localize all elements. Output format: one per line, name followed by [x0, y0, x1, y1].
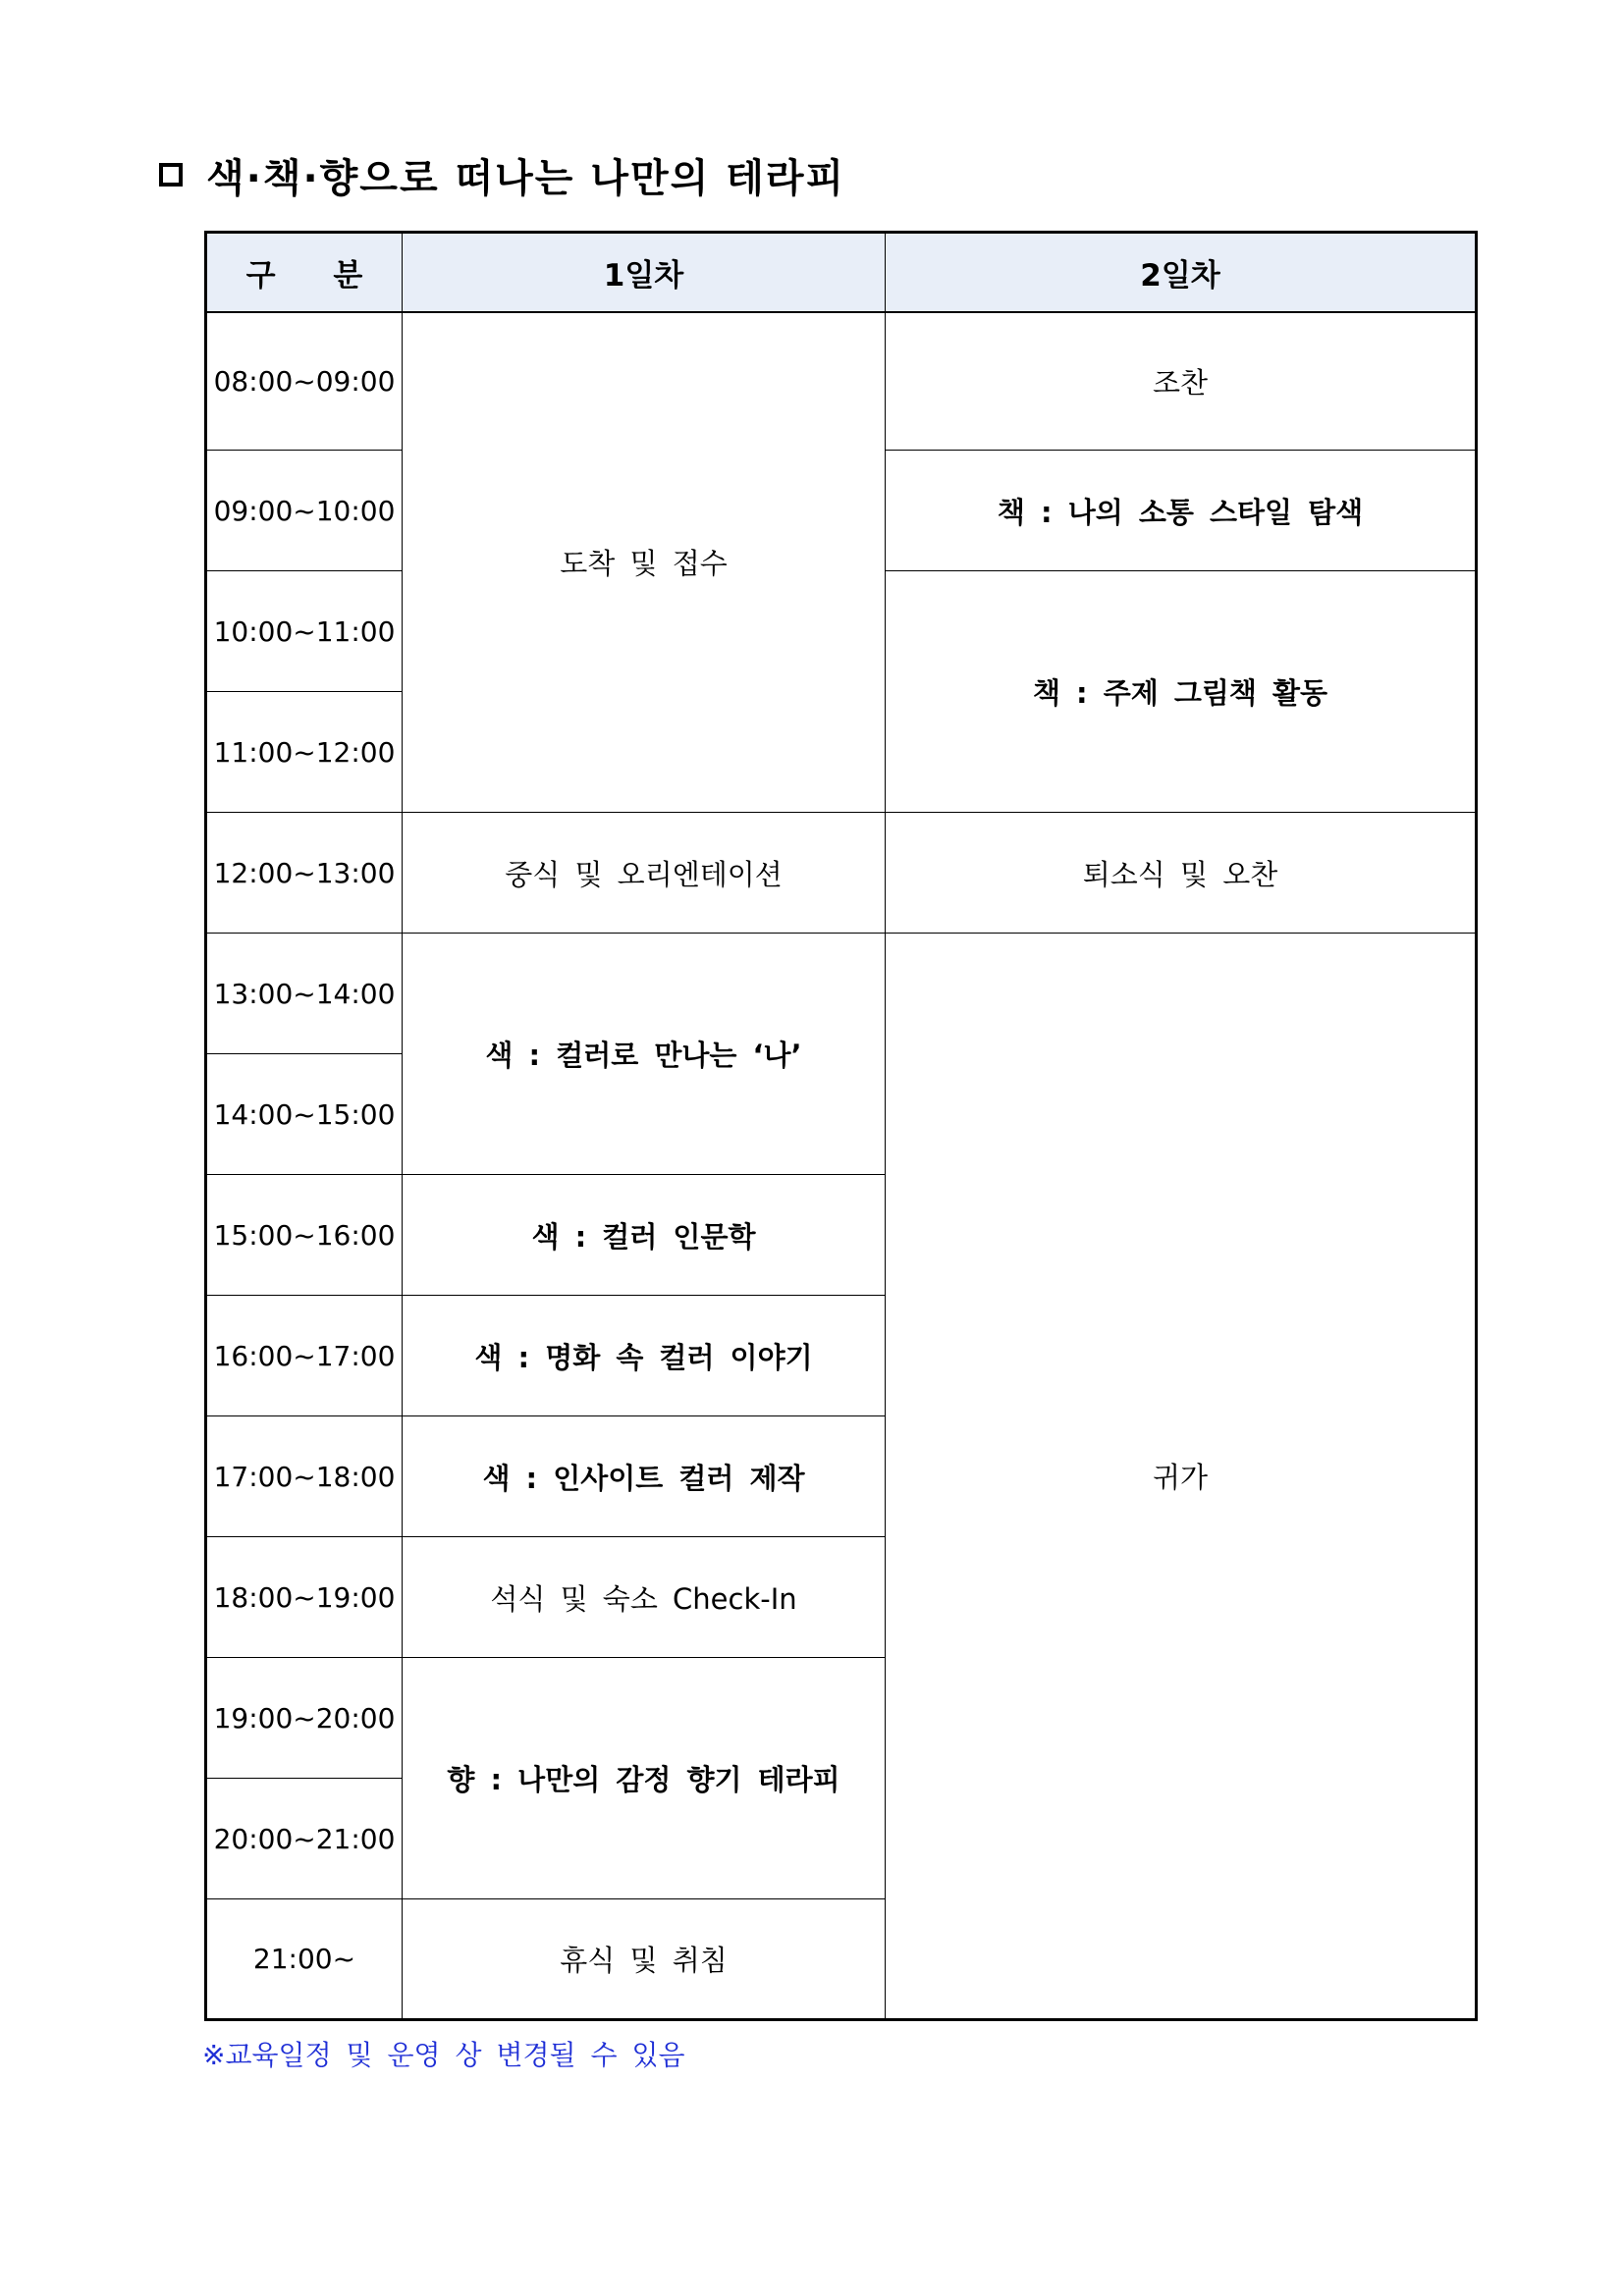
time-cell: 10:00~11:00	[206, 571, 403, 692]
time-cell: 15:00~16:00	[206, 1175, 403, 1296]
time-cell: 17:00~18:00	[206, 1416, 403, 1537]
table-row	[206, 934, 1477, 1054]
day1-color-humanities: 색 : 컬러 인문학	[403, 1175, 886, 1296]
day1-scent-therapy: 향 : 나만의 감정 향기 테라피	[403, 1658, 886, 1899]
time-cell: 14:00~15:00	[206, 1054, 403, 1175]
day2-book-style: 책 : 나의 소통 스타일 탐색	[886, 451, 1477, 571]
time-cell: 11:00~12:00	[206, 692, 403, 813]
time-cell: 13:00~14:00	[206, 934, 403, 1054]
header-day2: 2일차	[886, 233, 1477, 312]
schedule-table	[204, 231, 1478, 2021]
time-cell: 20:00~21:00	[206, 1779, 403, 1899]
time-cell: 12:00~13:00	[206, 813, 403, 934]
day2-closing-lunch: 퇴소식 및 오찬	[886, 813, 1477, 934]
time-cell: 21:00~	[206, 1899, 403, 2020]
header-time: 구 분	[206, 233, 403, 312]
schedule-note: ※교육일정 및 운영 상 변경될 수 있음	[202, 2039, 685, 2071]
header-day1: 1일차	[403, 233, 886, 312]
day1-color-meet-me: 색 : 컬러로 만나는 ‘나’	[403, 934, 886, 1175]
day1-lunch-orientation: 중식 및 오리엔테이션	[403, 813, 886, 934]
checkbox-square-icon	[159, 163, 183, 187]
time-cell: 19:00~20:00	[206, 1658, 403, 1779]
day1-dinner-checkin: 석식 및 숙소 Check-In	[403, 1537, 886, 1658]
table-row	[206, 813, 1477, 934]
page-title-text: 색·책·향으로 떠나는 나만의 테라피	[206, 155, 846, 201]
day1-rest: 휴식 및 취침	[403, 1899, 886, 2020]
time-cell: 18:00~19:00	[206, 1537, 403, 1658]
day2-breakfast: 조찬	[886, 312, 1477, 451]
day2-book-picture: 책 : 주제 그림책 활동	[886, 571, 1477, 813]
table-row	[206, 312, 1477, 451]
time-cell: 16:00~17:00	[206, 1296, 403, 1416]
time-cell: 08:00~09:00	[206, 312, 403, 451]
time-cell: 09:00~10:00	[206, 451, 403, 571]
day1-arrival: 도착 및 접수	[403, 312, 886, 813]
day1-color-insight: 색 : 인사이트 컬러 제작	[403, 1416, 886, 1537]
day1-color-painting-story: 색 : 명화 속 컬러 이야기	[403, 1296, 886, 1416]
table-header-row	[206, 233, 1477, 312]
page-title	[159, 145, 845, 204]
day2-return-home: 귀가	[886, 934, 1477, 2020]
